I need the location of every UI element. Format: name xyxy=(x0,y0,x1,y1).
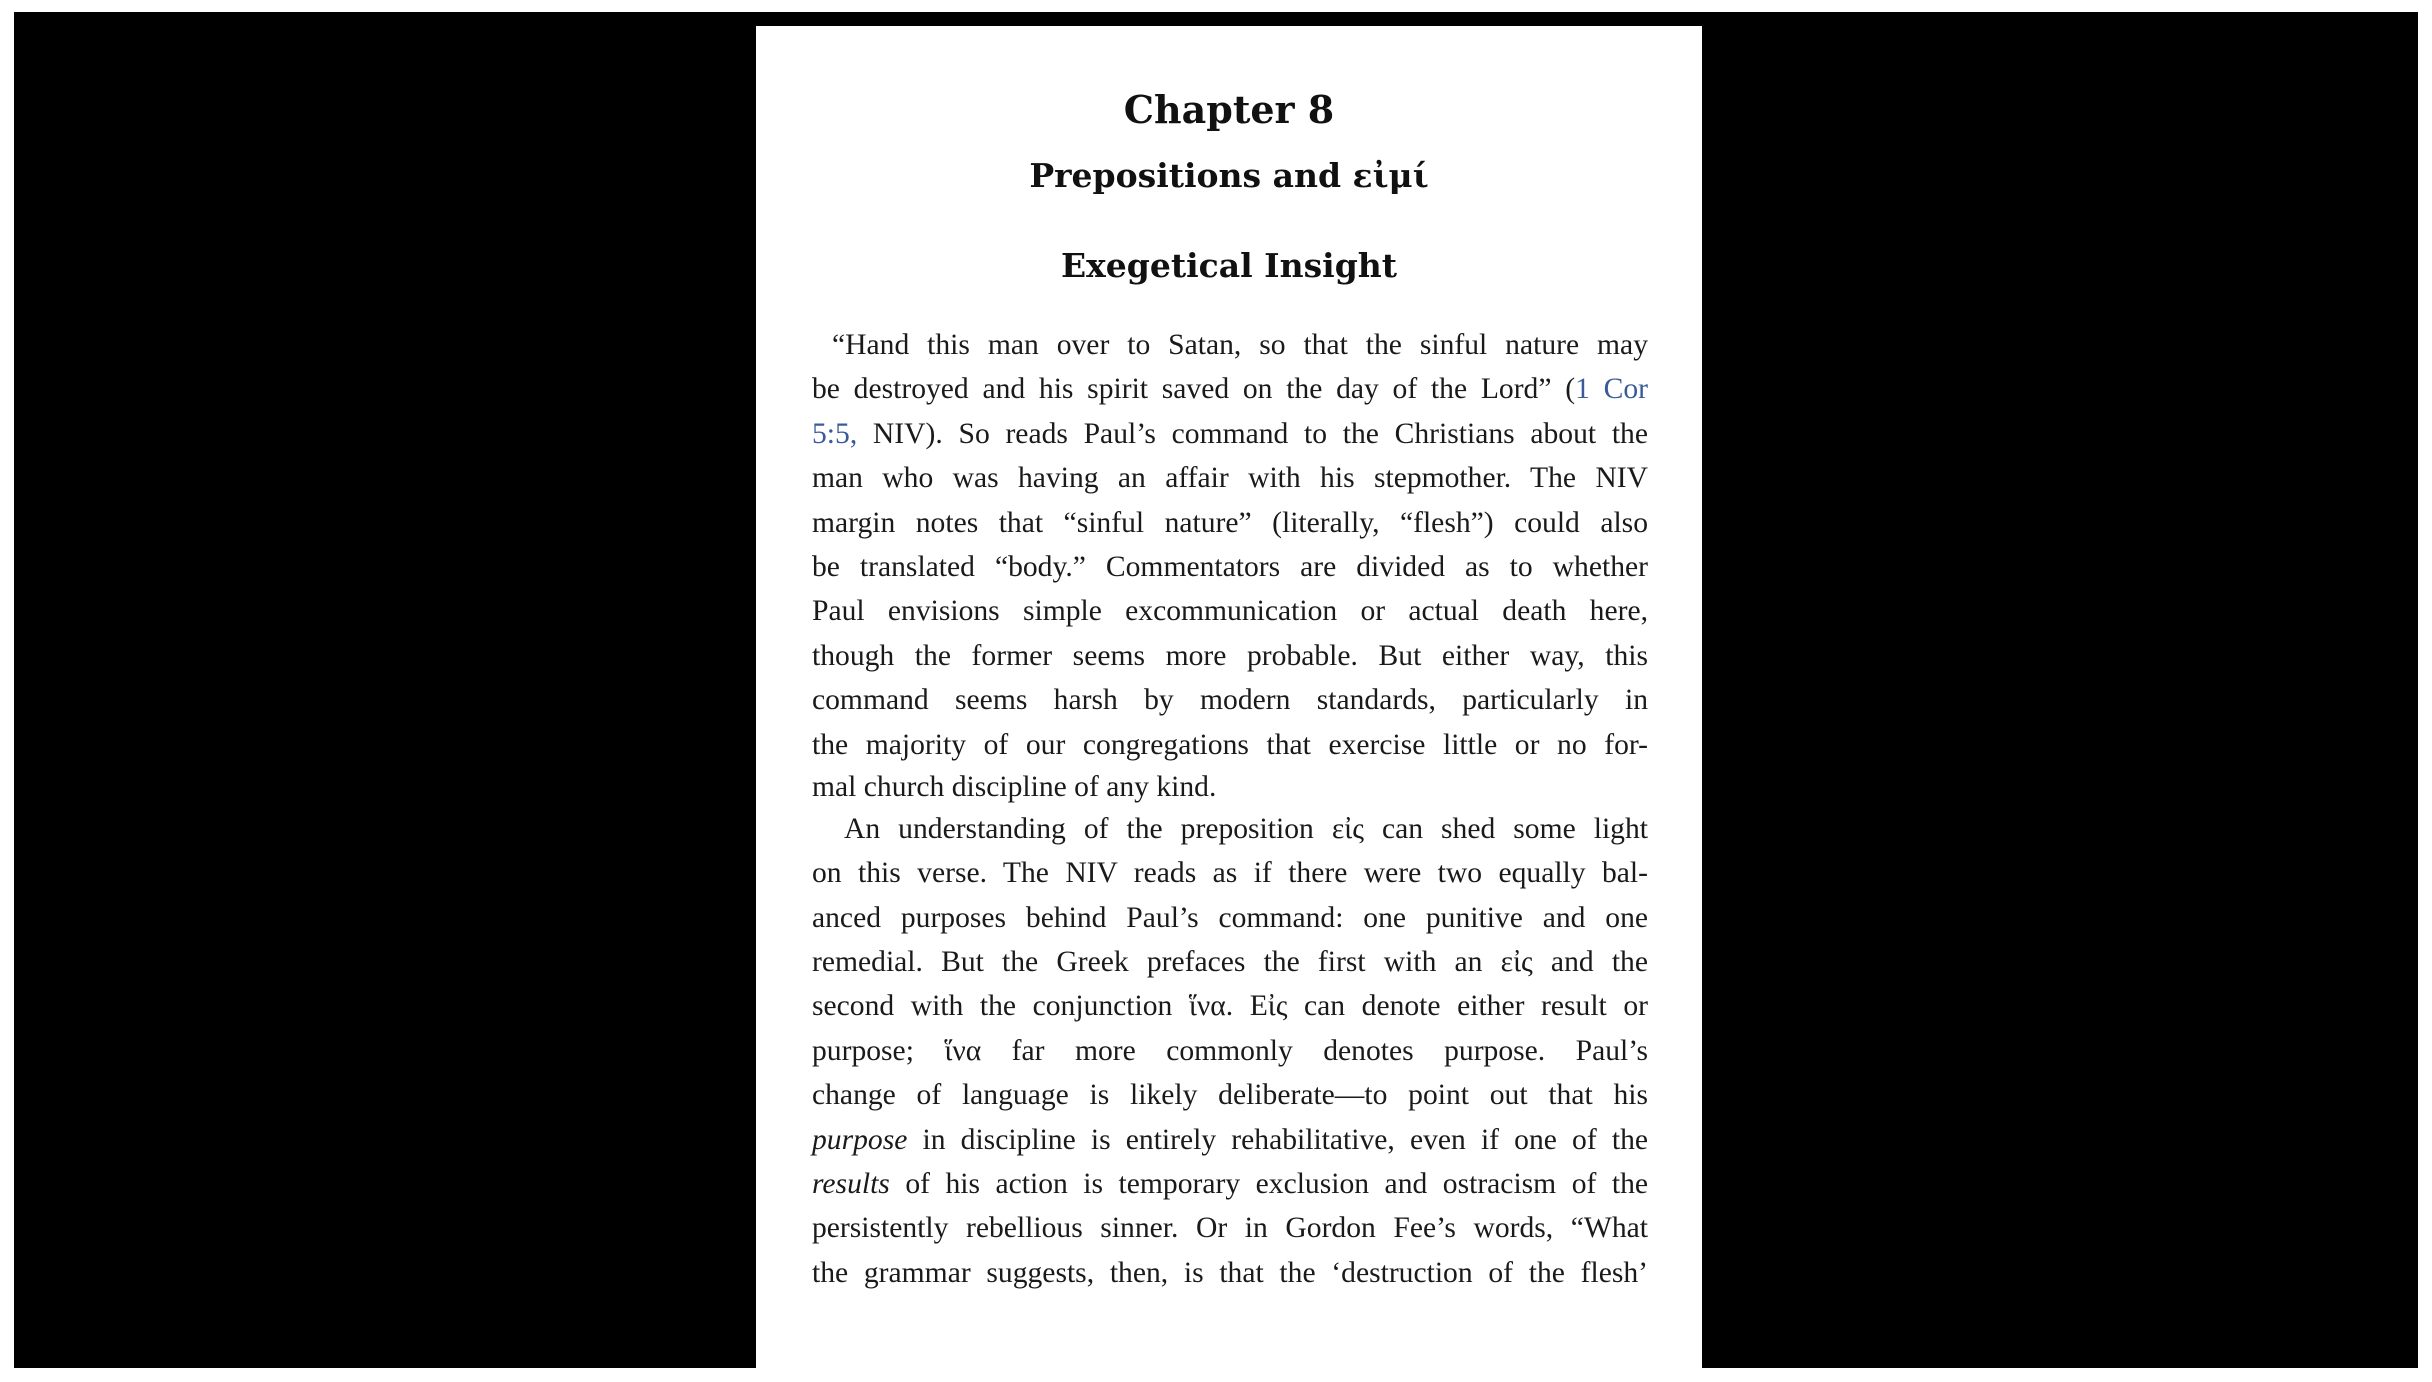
text-run: in discipline is entirely rehabilitative, even if one of the xyxy=(907,1123,1648,1156)
text-line xyxy=(812,984,1648,1028)
text-line xyxy=(812,323,1648,367)
text-line xyxy=(812,896,1648,940)
text-run: the grammar suggests, then, is that the ‘destruction of the flesh’ xyxy=(812,1256,1648,1289)
chapter-title: Chapter 8 xyxy=(1123,87,1335,132)
text-line xyxy=(812,412,1648,456)
emphasis-text: results xyxy=(812,1168,890,1201)
text-run: Paul envisions simple excommunication or actual death here, xyxy=(812,595,1648,628)
text-line xyxy=(812,678,1648,722)
text-run: man who was having an affair with his stepmother. The NIV xyxy=(812,462,1648,495)
text-line xyxy=(812,1073,1648,1117)
chapter-subtitle: Prepositions and εἰμί xyxy=(1029,156,1429,195)
text-run: An understanding of the preposition εἰς can shed some light xyxy=(844,812,1648,845)
text-line xyxy=(812,723,1648,767)
text-run: of his action is temporary exclusion and ostracism of the xyxy=(889,1168,1648,1201)
text-run: purpose; ἵνα far more commonly denotes purpose. Paul’s xyxy=(812,1034,1648,1067)
text-run: remedial. But the Greek prefaces the first with an εἰς and the xyxy=(812,946,1648,979)
reader-viewport xyxy=(14,12,2418,1368)
text-run: mal church discipline of any kind. xyxy=(812,770,1217,803)
text-run: persistently rebellious sinner. Or in Gordon Fee’s words, “What xyxy=(812,1212,1648,1245)
text-run: be destroyed and his spirit saved on the day of the Lord” ( xyxy=(812,373,1576,406)
text-line xyxy=(812,367,1648,411)
book-page xyxy=(756,26,1702,1381)
text-run: the majority of our congregations that exercise little or no for- xyxy=(812,728,1648,761)
text-run: NIV). So reads Paul’s command to the Christians about the xyxy=(857,417,1648,450)
text-line xyxy=(812,1206,1648,1250)
text-run: second with the conjunction ἵνα. Εἰς can denote either result or xyxy=(812,990,1648,1023)
text-run: command seems harsh by modern standards, particularly in xyxy=(812,684,1648,717)
text-line xyxy=(812,1118,1648,1162)
text-line xyxy=(812,545,1648,589)
text-line xyxy=(812,501,1648,545)
text-run: “Hand this man over to Satan, so that the sinful nature may xyxy=(832,329,1648,361)
scripture-reference-link[interactable]: 1 Cor xyxy=(1575,373,1648,406)
text-line xyxy=(812,589,1648,633)
text-line xyxy=(812,940,1648,984)
text-run: on this verse. The NIV reads as if there were two equally bal- xyxy=(812,857,1648,890)
text-line xyxy=(812,1251,1648,1295)
text-line xyxy=(812,634,1648,678)
text-line xyxy=(812,1029,1648,1073)
section-title: Exegetical Insight xyxy=(1060,246,1398,285)
text-run: though the former seems more probable. But either way, this xyxy=(812,639,1648,672)
text-line xyxy=(812,851,1648,895)
emphasis-text: purpose xyxy=(812,1123,908,1156)
text-run: margin notes that “sinful nature” (literally, “flesh”) could also xyxy=(812,506,1648,539)
text-run: change of language is likely deliberate—to point out that his xyxy=(812,1079,1648,1112)
article-body xyxy=(812,323,1648,1295)
text-run: be translated “body.” Commentators are divided as to whether xyxy=(812,550,1648,583)
text-run: anced purposes behind Paul’s command: one punitive and one xyxy=(812,901,1648,934)
text-line xyxy=(812,767,1648,807)
text-line xyxy=(812,807,1648,851)
text-line xyxy=(812,1162,1648,1206)
text-line xyxy=(812,456,1648,500)
scripture-reference-link[interactable]: 5:5, xyxy=(812,417,858,450)
